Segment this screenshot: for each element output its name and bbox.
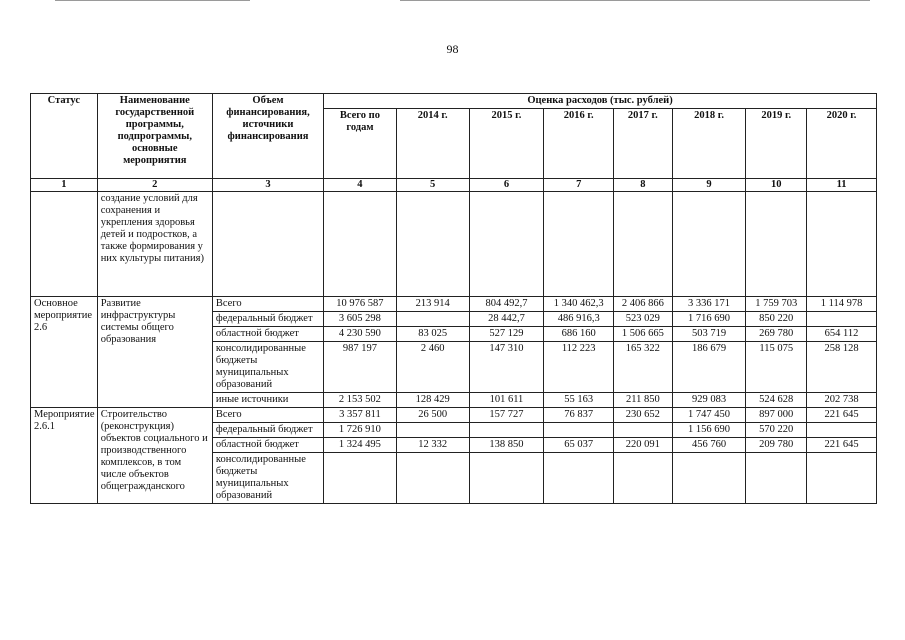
year-value-cell: 138 850	[469, 438, 544, 453]
year-value-cell: 221 645	[807, 408, 877, 423]
year-value-cell: 76 837	[544, 408, 614, 423]
year-value-cell	[469, 453, 544, 504]
year-value-cell	[469, 423, 544, 438]
column-number-row	[31, 179, 877, 192]
year-value-cell	[396, 423, 469, 438]
year-value-cell: 209 780	[746, 438, 807, 453]
year-value-cell	[544, 453, 614, 504]
header-total: Всего по годам	[324, 109, 397, 179]
year-value-cell: 686 160	[544, 327, 614, 342]
year-value-cell	[746, 453, 807, 504]
total-cell: 1 324 495	[324, 438, 397, 453]
column-number: 2	[97, 179, 212, 192]
year-value-cell: 128 429	[396, 393, 469, 408]
year-value-cell: 2 406 866	[614, 297, 673, 312]
top-border-right	[400, 0, 870, 1]
year-value-cell: 26 500	[396, 408, 469, 423]
year-value-cell: 269 780	[746, 327, 807, 342]
year-value-cell: 850 220	[746, 312, 807, 327]
column-number: 4	[324, 179, 397, 192]
year-value-cell	[396, 312, 469, 327]
budget-table	[30, 93, 877, 504]
continuation-status-cell	[31, 192, 98, 297]
year-value-cell: 897 000	[746, 408, 807, 423]
year-value-cell: 230 652	[614, 408, 673, 423]
column-number: 6	[469, 179, 544, 192]
empty-cell	[614, 192, 673, 297]
top-border-left	[55, 0, 250, 1]
total-cell: 2 153 502	[324, 393, 397, 408]
program-name-cell: Строительство (реконструкция) объектов социального и производственного комплексов, в том числе объектов общегражданского	[97, 408, 212, 504]
financing-source-cell: консолидированные бюджеты муниципальных образований	[212, 342, 323, 393]
year-value-cell: 456 760	[672, 438, 746, 453]
column-number: 10	[746, 179, 807, 192]
program-name-cell: Развитие инфраструктуры системы общего образования	[97, 297, 212, 408]
header-program-name: Наименование государственной программы, подпрограммы, основные мероприятия	[97, 94, 212, 179]
empty-cell	[324, 192, 397, 297]
total-cell: 10 976 587	[324, 297, 397, 312]
financing-source-cell: Всего	[212, 297, 323, 312]
empty-cell	[469, 192, 544, 297]
total-cell: 3 605 298	[324, 312, 397, 327]
column-number: 5	[396, 179, 469, 192]
empty-cell	[212, 192, 323, 297]
year-value-cell: 101 611	[469, 393, 544, 408]
year-value-cell: 55 163	[544, 393, 614, 408]
header-year: 2020 г.	[807, 109, 877, 179]
header-financing: Объем финансирования, источники финансирования	[212, 94, 323, 179]
column-number: 11	[807, 179, 877, 192]
header-year: 2017 г.	[614, 109, 673, 179]
year-value-cell: 2 460	[396, 342, 469, 393]
financing-source-cell: Всего	[212, 408, 323, 423]
column-number: 7	[544, 179, 614, 192]
empty-cell	[396, 192, 469, 297]
empty-cell	[672, 192, 746, 297]
header-year: 2019 г.	[746, 109, 807, 179]
column-number: 8	[614, 179, 673, 192]
year-value-cell: 258 128	[807, 342, 877, 393]
header-status: Статус	[31, 94, 98, 179]
status-cell: Основное мероприятие 2.6	[31, 297, 98, 408]
year-value-cell: 486 916,3	[544, 312, 614, 327]
year-value-cell: 1 340 462,3	[544, 297, 614, 312]
table-row	[31, 408, 877, 423]
year-value-cell: 570 220	[746, 423, 807, 438]
header-year: 2015 г.	[469, 109, 544, 179]
financing-source-cell: консолидированные бюджеты муниципальных образований	[212, 453, 323, 504]
financing-source-cell: иные источники	[212, 393, 323, 408]
year-value-cell: 28 442,7	[469, 312, 544, 327]
year-value-cell: 503 719	[672, 327, 746, 342]
header-row-1	[31, 94, 877, 109]
year-value-cell: 1 114 978	[807, 297, 877, 312]
year-value-cell: 165 322	[614, 342, 673, 393]
year-value-cell: 1 156 690	[672, 423, 746, 438]
status-cell: Мероприятие 2.6.1	[31, 408, 98, 504]
column-number: 9	[672, 179, 746, 192]
year-value-cell: 211 850	[614, 393, 673, 408]
financing-source-cell: областной бюджет	[212, 438, 323, 453]
year-value-cell: 65 037	[544, 438, 614, 453]
year-value-cell: 157 727	[469, 408, 544, 423]
year-value-cell: 1 747 450	[672, 408, 746, 423]
column-number: 3	[212, 179, 323, 192]
empty-cell	[746, 192, 807, 297]
year-value-cell: 186 679	[672, 342, 746, 393]
year-value-cell: 929 083	[672, 393, 746, 408]
year-value-cell: 12 332	[396, 438, 469, 453]
table-row	[31, 297, 877, 312]
column-number: 1	[31, 179, 98, 192]
year-value-cell	[544, 423, 614, 438]
continuation-row	[31, 192, 877, 297]
year-value-cell: 220 091	[614, 438, 673, 453]
total-cell: 1 726 910	[324, 423, 397, 438]
total-cell	[324, 453, 397, 504]
total-cell: 3 357 811	[324, 408, 397, 423]
empty-cell	[544, 192, 614, 297]
continuation-text: создание условий для сохранения и укрепления здоровья детей и подростков, а также формирования у них культуры питания)	[97, 192, 212, 297]
year-value-cell: 1 716 690	[672, 312, 746, 327]
year-value-cell: 202 738	[807, 393, 877, 408]
page-number: 98	[446, 42, 459, 56]
year-value-cell: 1 759 703	[746, 297, 807, 312]
year-value-cell: 1 506 665	[614, 327, 673, 342]
year-value-cell: 83 025	[396, 327, 469, 342]
year-value-cell: 221 645	[807, 438, 877, 453]
year-value-cell: 147 310	[469, 342, 544, 393]
financing-source-cell: федеральный бюджет	[212, 423, 323, 438]
year-value-cell	[807, 453, 877, 504]
year-value-cell	[807, 312, 877, 327]
year-value-cell	[672, 453, 746, 504]
total-cell: 987 197	[324, 342, 397, 393]
total-cell: 4 230 590	[324, 327, 397, 342]
year-value-cell: 3 336 171	[672, 297, 746, 312]
year-value-cell: 524 628	[746, 393, 807, 408]
header-year: 2016 г.	[544, 109, 614, 179]
year-value-cell: 527 129	[469, 327, 544, 342]
empty-cell	[807, 192, 877, 297]
year-value-cell	[396, 453, 469, 504]
year-value-cell	[614, 423, 673, 438]
financing-source-cell: областной бюджет	[212, 327, 323, 342]
year-value-cell: 523 029	[614, 312, 673, 327]
header-year: 2014 г.	[396, 109, 469, 179]
year-value-cell: 654 112	[807, 327, 877, 342]
header-estimate: Оценка расходов (тыс. рублей)	[324, 94, 877, 109]
year-value-cell	[807, 423, 877, 438]
year-value-cell: 804 492,7	[469, 297, 544, 312]
year-value-cell: 115 075	[746, 342, 807, 393]
header-year: 2018 г.	[672, 109, 746, 179]
year-value-cell	[614, 453, 673, 504]
year-value-cell: 213 914	[396, 297, 469, 312]
financing-source-cell: федеральный бюджет	[212, 312, 323, 327]
year-value-cell: 112 223	[544, 342, 614, 393]
